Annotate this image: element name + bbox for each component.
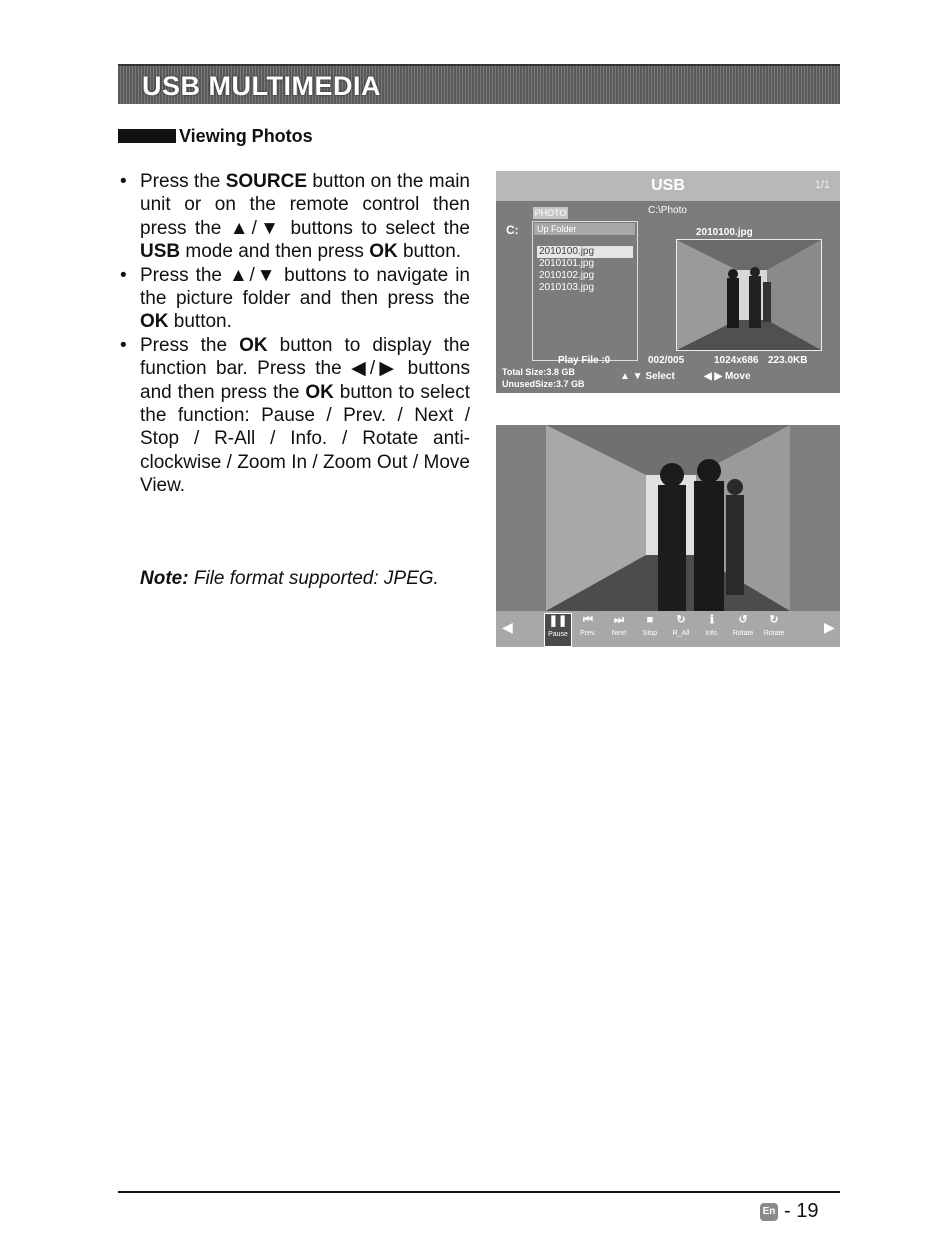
file-counter: 002/005 xyxy=(648,355,685,366)
browser-page: 1/1 xyxy=(814,179,830,191)
function-button-label: Info. xyxy=(705,630,719,637)
image-resolution: 1024x686 xyxy=(714,355,759,366)
file-item[interactable]: 2010103.jpg xyxy=(539,282,595,293)
function-button[interactable] xyxy=(575,613,601,645)
instruction-text: button to select the function: Pause / Prev. / Next / Stop / R-All / Info. / Rotate anti-clockwise / Zoom In / Zoom Out / Move View. xyxy=(140,381,470,497)
file-item[interactable]: 2010102.jpg xyxy=(539,270,595,281)
browser-title: USB xyxy=(651,177,685,194)
instruction-keyword: SOURCE xyxy=(225,171,307,192)
function-button-icon: ⏭ xyxy=(614,614,624,626)
preview-filename: 2010100.jpg xyxy=(696,227,753,238)
total-size: Total Size:3.8 GB xyxy=(502,367,575,377)
instruction-keyword: OK xyxy=(369,241,398,263)
fullscreen-photo xyxy=(546,425,790,611)
function-button-label: R_All xyxy=(672,630,690,637)
instruction-item xyxy=(118,170,470,264)
usb-browser-screenshot xyxy=(496,171,840,393)
function-button[interactable] xyxy=(699,613,725,645)
instruction-text: button on the main unit or on the remote control then press the ▲/▼ buttons to select the xyxy=(140,171,470,239)
move-hint: ◀ ▶ Move xyxy=(704,371,751,382)
function-button-icon: ↺ xyxy=(738,614,748,626)
function-button-label: Next xyxy=(611,630,627,637)
function-button-icon: ❚❚ xyxy=(548,615,568,627)
hallway-photo xyxy=(546,425,790,611)
current-path: C:\Photo xyxy=(648,205,687,216)
function-button[interactable] xyxy=(544,613,572,647)
subheading xyxy=(118,126,313,147)
play-file: Play File :0 xyxy=(558,355,611,366)
instruction-text: Press the xyxy=(140,171,226,192)
function-button[interactable] xyxy=(761,613,787,645)
function-button-label: Rotate xyxy=(763,630,785,637)
function-button-label: Prev. xyxy=(580,630,596,637)
note-label: Note: xyxy=(140,568,189,589)
function-button[interactable] xyxy=(668,613,694,645)
function-button-label: Pause xyxy=(548,631,568,638)
function-button-label: Stop xyxy=(642,630,658,637)
bar-right-arrow[interactable]: ▶ xyxy=(824,619,835,635)
instruction-item xyxy=(118,334,470,498)
function-button-icon: ℹ xyxy=(709,614,715,626)
note xyxy=(140,568,439,590)
instruction-text: button. xyxy=(397,241,462,263)
photo-tab: PHOTO xyxy=(534,208,567,218)
instruction-keyword: USB xyxy=(140,241,181,263)
file-list xyxy=(532,221,638,361)
instruction-list xyxy=(118,170,470,498)
instruction-keyword: OK xyxy=(239,334,268,356)
subheading-text: Viewing Photos xyxy=(179,126,313,146)
photo-view-screenshot xyxy=(496,425,840,647)
function-button-label: Rotate xyxy=(732,630,754,637)
function-button[interactable] xyxy=(730,613,756,645)
file-item[interactable]: 2010100.jpg xyxy=(537,246,633,258)
drive-label: C: xyxy=(506,223,519,237)
image-filesize: 223.0KB xyxy=(768,355,808,366)
instruction-text: button to display the function bar. Press the ◀/▶ buttons and then press the xyxy=(140,334,470,403)
function-button[interactable] xyxy=(606,613,632,645)
browser-title-bar xyxy=(496,171,840,201)
file-entries xyxy=(537,246,633,294)
subheading-bar xyxy=(118,129,176,143)
select-hint: ▲ ▼ Select xyxy=(620,371,675,382)
section-banner xyxy=(118,64,840,104)
instruction-text: Press the ▲/▼ buttons to navigate in the picture folder and then press the xyxy=(140,264,470,310)
note-text: File format supported: JPEG. xyxy=(188,568,439,589)
function-button-icon: ↻ xyxy=(769,614,779,626)
instruction-text: button. xyxy=(168,311,232,333)
preview-image xyxy=(676,239,822,351)
up-folder-item: Up Folder xyxy=(534,223,635,235)
instructions xyxy=(118,170,470,498)
instruction-text: mode and then press xyxy=(180,241,370,263)
page-number: - 19 xyxy=(784,1200,819,1222)
function-bar xyxy=(496,611,840,647)
function-button-icon: ■ xyxy=(646,614,654,626)
function-button[interactable] xyxy=(637,613,663,645)
function-button-icon: ↻ xyxy=(676,614,686,626)
instruction-item xyxy=(118,264,470,334)
unused-size: UnusedSize:3.7 GB xyxy=(502,379,585,389)
bar-left-arrow[interactable]: ◀ xyxy=(502,619,513,635)
section-title: USB MULTIMEDIA xyxy=(142,71,381,101)
function-button-icon: ⏮ xyxy=(583,614,593,626)
instruction-text: Press the xyxy=(140,334,240,356)
language-badge: En xyxy=(760,1203,778,1221)
file-item[interactable]: 2010101.jpg xyxy=(539,258,595,269)
preview-photo xyxy=(677,240,821,350)
instruction-keyword: OK xyxy=(140,311,169,333)
footer-rule xyxy=(118,1191,840,1193)
instruction-keyword: OK xyxy=(305,381,334,403)
